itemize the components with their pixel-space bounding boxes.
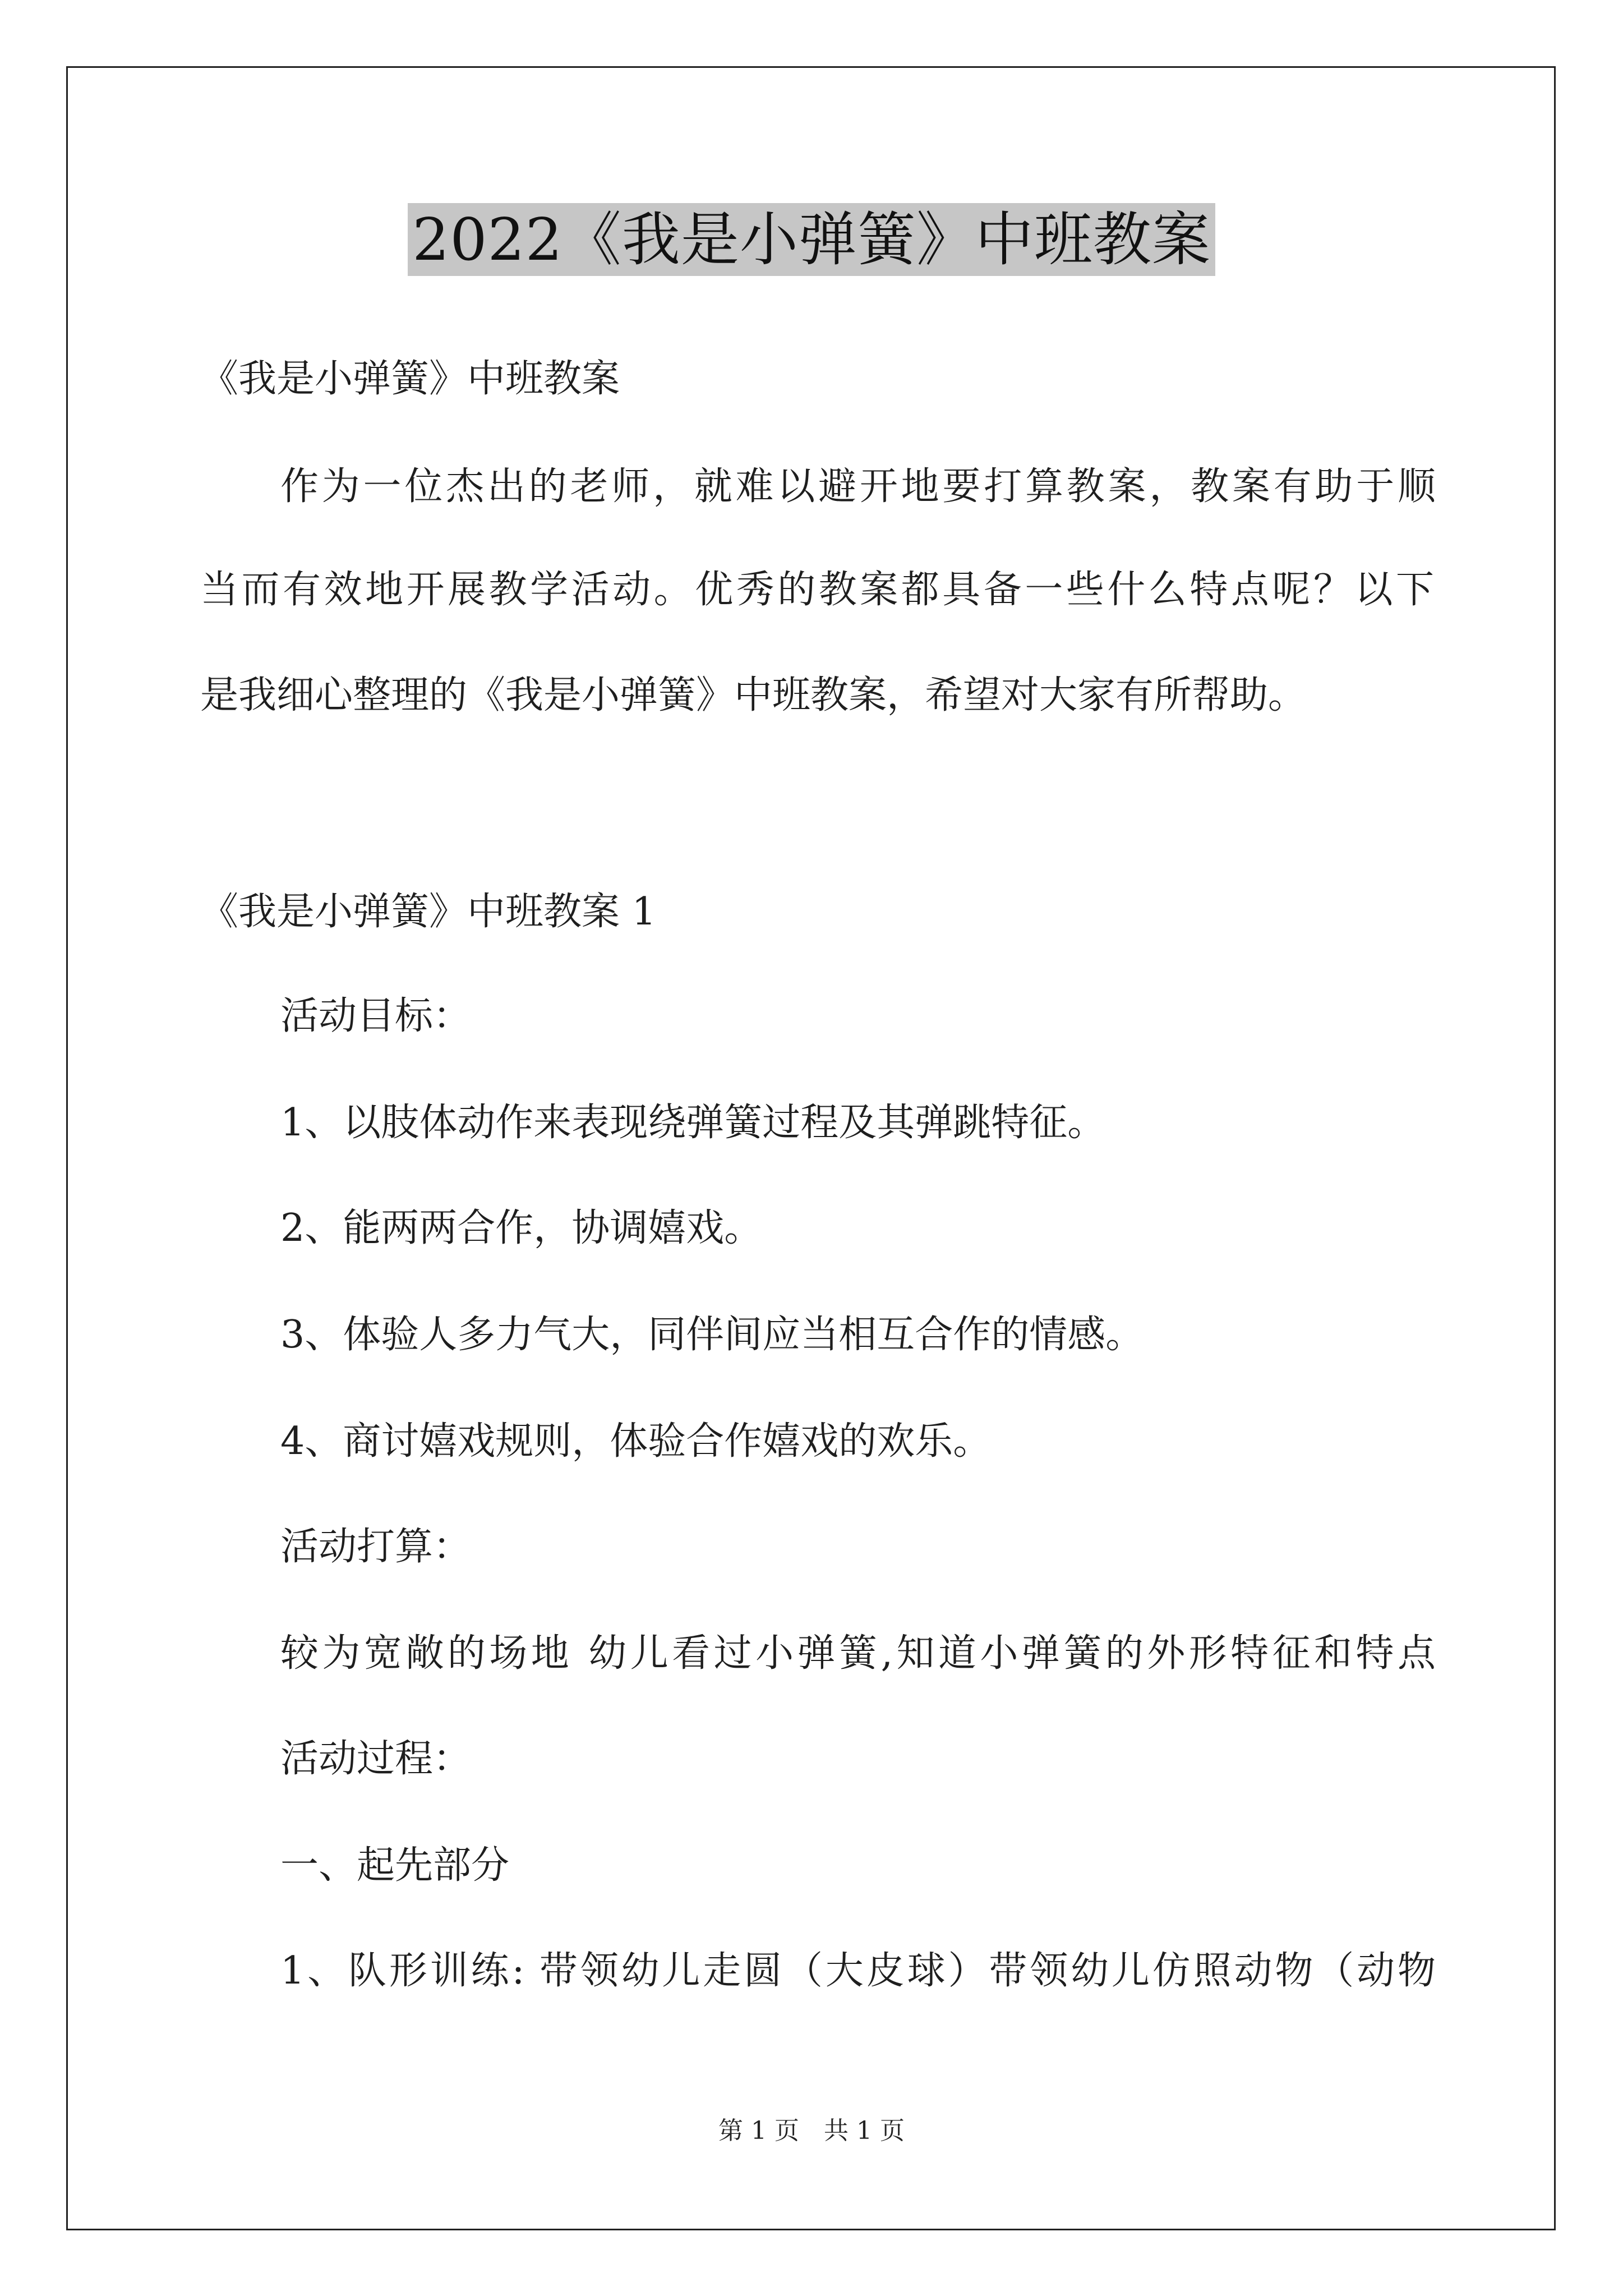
goal-item-4: 4、商讨嬉戏规则，体验合作嬉戏的欢乐。: [280, 1419, 992, 1464]
subtitle: 《我是小弹簧》中班教案: [200, 357, 620, 401]
title-container: [0, 203, 1623, 276]
intro-line-1: 作为一位杰出的老师，就难以避开地要打算教案，教案有助于顺: [280, 464, 1436, 509]
goal-item-1: 1、以肢体动作来表现绕弹簧过程及其弹跳特征。: [280, 1101, 1106, 1145]
part-one-heading: 一、起先部分: [280, 1843, 510, 1888]
goal-item-3: 3、体验人多力气大，同伴间应当相互合作的情感。: [280, 1313, 1144, 1357]
step-one-text: 1、队形训练: 带领幼儿走圆（大皮球）带领幼儿仿照动物（动物: [280, 1949, 1436, 1993]
process-heading: 活动过程：: [280, 1737, 472, 1781]
section-heading: 《我是小弹簧》中班教案 1: [200, 890, 656, 934]
goals-heading: 活动目标：: [280, 994, 472, 1038]
prep-heading: 活动打算：: [280, 1525, 472, 1569]
page-footer: [0, 2116, 1623, 2146]
page-number: 第 1 页 共 1 页: [718, 2116, 905, 2145]
intro-line-3: 是我细心整理的《我是小弹簧》中班教案，希望对大家有所帮助。: [200, 673, 1307, 717]
document-title: 2022《我是小弹簧》中班教案: [408, 203, 1215, 276]
prep-text: 较为宽敞的场地 幼儿看过小弹簧,知道小弹簧的外形特征和特点: [280, 1631, 1436, 1676]
goal-item-2: 2、能两两合作，协调嬉戏。: [280, 1206, 763, 1250]
intro-line-2: 当而有效地开展教学活动。优秀的教案都具备一些什么特点呢？以下: [200, 568, 1434, 612]
